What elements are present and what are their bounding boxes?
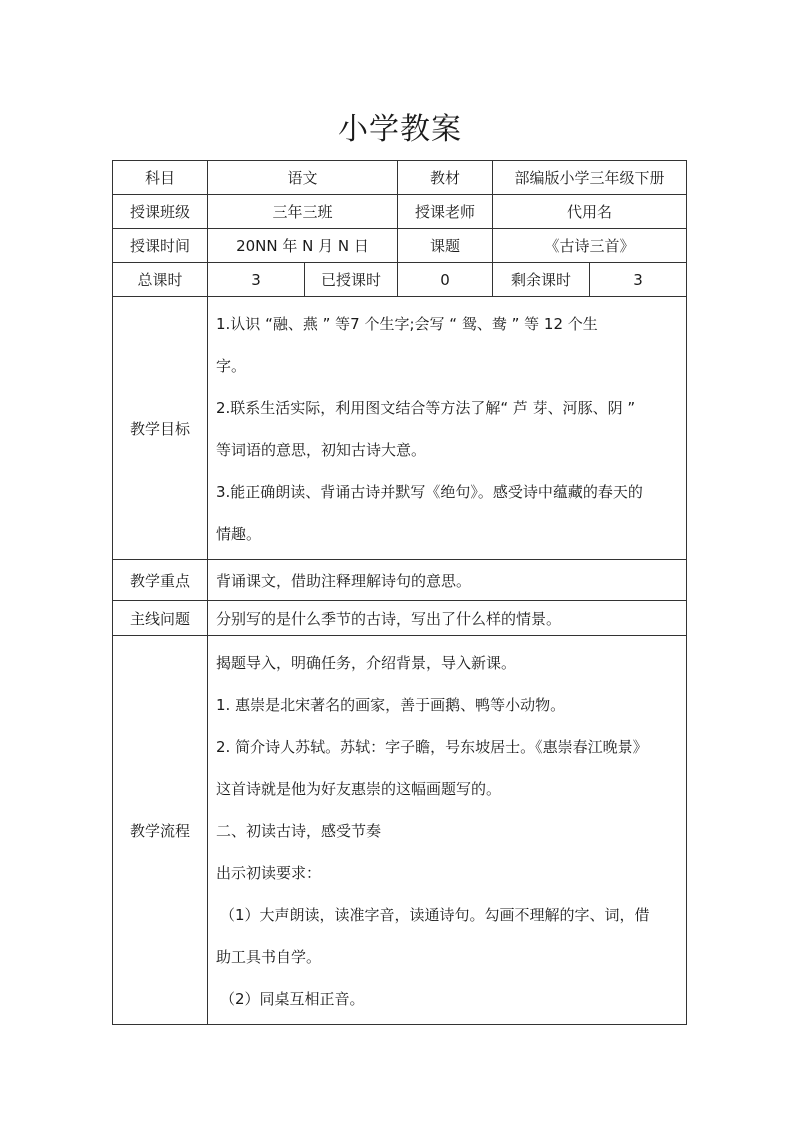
row-time xyxy=(113,229,687,263)
objective-line: 字。 xyxy=(216,357,247,375)
class-label: 授课班级 xyxy=(113,195,208,229)
keypoint-label: 教学重点 xyxy=(113,560,208,601)
row-subject xyxy=(113,161,687,195)
row-class xyxy=(113,195,687,229)
process-content xyxy=(208,636,687,1025)
subject-label: 科目 xyxy=(113,161,208,195)
page-title: 小学教案 xyxy=(338,112,462,147)
process-line: 揭题导入，明确任务，介绍背景，导入新课。 xyxy=(216,654,517,672)
question-label: 主线问题 xyxy=(113,601,208,636)
row-process xyxy=(113,636,687,1025)
objective-line: 3.能正确朗读、背诵古诗并默写《绝句》。感受诗中蕴藏的春天的 xyxy=(216,483,643,501)
row-objectives xyxy=(113,297,687,560)
process-line: 1. 惠崇是北宋著名的画家，善于画鹅、鸭等小动物。 xyxy=(216,696,566,714)
objective-line: 等词语的意思，初知古诗大意。 xyxy=(216,441,427,459)
taught-hours-value: 0 xyxy=(398,263,493,297)
total-hours-value: 3 xyxy=(208,263,305,297)
topic-value: 《古诗三首》 xyxy=(493,229,687,263)
process-line: 2. 简介诗人苏轼。苏轼：字子瞻，号东坡居士。《惠崇春江晚景》 xyxy=(216,738,648,756)
time-value: 20NN 年 N 月 N 日 xyxy=(208,229,398,263)
process-line: 出示初读要求： xyxy=(216,864,322,882)
topic-label: 课题 xyxy=(398,229,493,263)
process-line: （2）同桌互相正音。 xyxy=(220,990,365,1008)
material-value: 部编版小学三年级下册 xyxy=(493,161,687,195)
teacher-value: 代用名 xyxy=(493,195,687,229)
process-line: （1）大声朗读，读准字音，读通诗句。勾画不理解的字、词，借 xyxy=(220,906,650,924)
process-line: 二、初读古诗，感受节奏 xyxy=(216,822,382,840)
teacher-label: 授课老师 xyxy=(398,195,493,229)
keypoint-text: 背诵课文，借助注释理解诗句的意思。 xyxy=(208,560,687,601)
subject-value: 语文 xyxy=(208,161,398,195)
time-label: 授课时间 xyxy=(113,229,208,263)
total-hours-label: 总课时 xyxy=(113,263,208,297)
row-keypoint xyxy=(113,560,687,601)
material-label: 教材 xyxy=(398,161,493,195)
process-line: 助工具书自学。 xyxy=(216,948,322,966)
process-line: 这首诗就是他为好友惠崇的这幅画题写的。 xyxy=(216,780,502,798)
class-value: 三年三班 xyxy=(208,195,398,229)
objectives-label: 教学目标 xyxy=(113,297,208,560)
row-question xyxy=(113,601,687,636)
objective-line: 2.联系生活实际，利用图文结合等方法了解“ 芦 芽、河豚、阴 ” xyxy=(216,399,636,417)
process-label: 教学流程 xyxy=(113,636,208,1025)
remaining-hours-label: 剩余课时 xyxy=(493,263,590,297)
objective-line: 1.认识 “融、燕 ” 等7 个生字;会写 “ 鸳、鸯 ” 等 12 个生 xyxy=(216,315,598,333)
objective-line: 情趣。 xyxy=(216,525,262,543)
objectives-content xyxy=(208,297,687,560)
question-text: 分别写的是什么季节的古诗，写出了什么样的情景。 xyxy=(208,601,687,636)
lesson-plan-table xyxy=(112,160,687,1025)
row-hours xyxy=(113,263,687,297)
taught-hours-label: 已授课时 xyxy=(305,263,398,297)
remaining-hours-value: 3 xyxy=(590,263,687,297)
